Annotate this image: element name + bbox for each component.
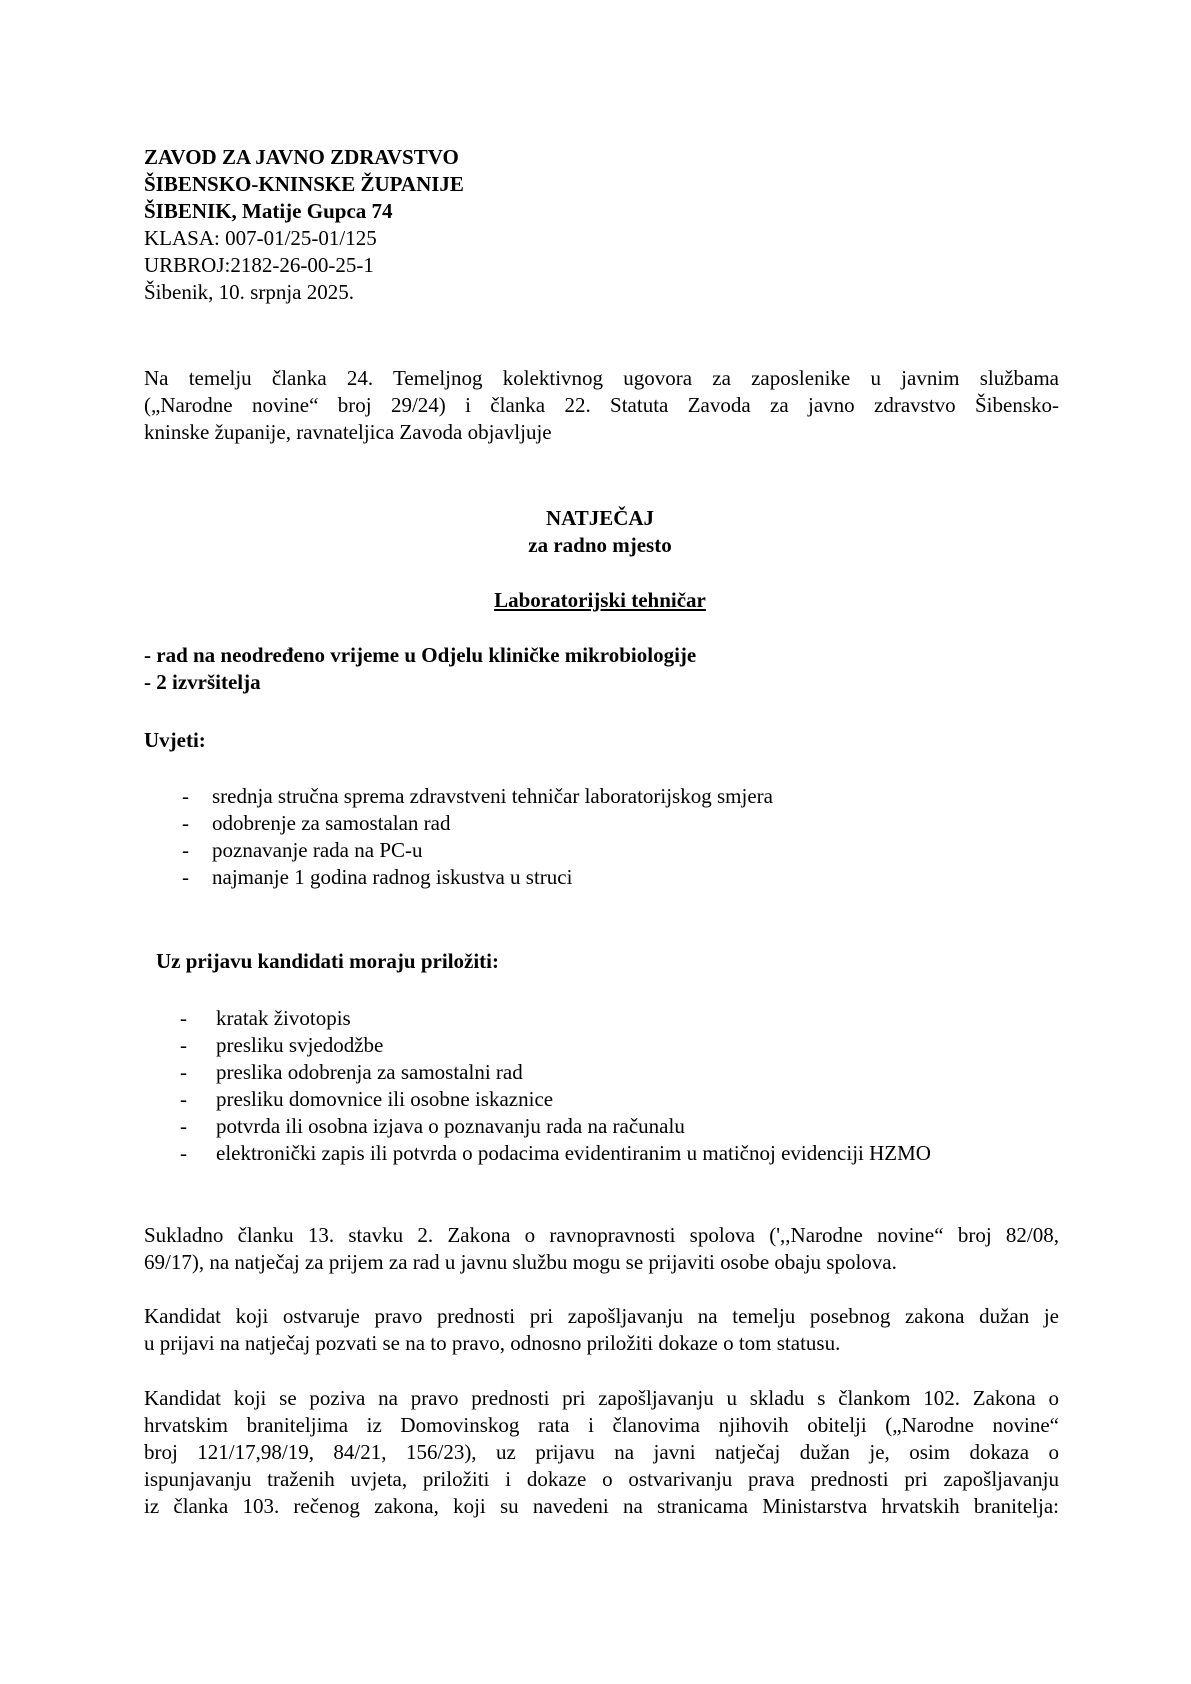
detail-line: - 2 izvršitelja (144, 670, 261, 694)
list-item-text: presliku svjedodžbe (216, 1033, 384, 1057)
intro-line: („Narodne novine“ broj 29/24) i članka 22. Statuta Zavoda za javno zdravstvo Šibensko- (144, 393, 1059, 417)
position-name: Laboratorijski tehničar (494, 588, 706, 612)
paragraph-line: iz članka 103. rečenog zakona, koji su navedeni na stranicama Ministarstva hrvatskih branitelja: (144, 1494, 1059, 1518)
paragraph-line: 69/17), na natječaj za prijem za rad u javnu službu mogu se prijaviti osobe obaju spolova. (144, 1250, 897, 1274)
list-item (180, 1086, 1060, 1113)
list-item (180, 1059, 1060, 1086)
position-details (144, 642, 1064, 696)
position-title (144, 587, 1056, 614)
intro-line: Na temelju članka 24. Temeljnog kolektivnog ugovora za zaposlenike u javnim službama (144, 366, 1059, 390)
intro-paragraph (144, 365, 1059, 446)
list-item (180, 1005, 1060, 1032)
list-item-text: poznavanje rada na PC-u (212, 838, 423, 862)
gender-equality-paragraph (144, 1222, 1059, 1276)
document-date: Šibenik, 10. srpnja 2025. (144, 280, 354, 304)
dash-bullet: - (180, 1087, 187, 1111)
list-item-text: preslika odobrenja za samostalni rad (216, 1060, 523, 1084)
dash-bullet: - (180, 1141, 187, 1165)
dash-bullet: - (180, 1060, 187, 1084)
notice-title (144, 505, 1056, 559)
institution-name-line2: ŠIBENSKO-KNINSKE ŽUPANIJE (144, 172, 464, 196)
list-item-text: odobrenje za samostalan rad (212, 811, 451, 835)
institution-name-line1: ZAVOD ZA JAVNO ZDRAVSTVO (144, 145, 459, 169)
list-item (182, 864, 1042, 891)
list-item-text: presliku domovnice ili osobne iskaznice (216, 1087, 554, 1111)
attachments-heading (156, 948, 1076, 975)
urbroj-number: URBROJ:2182-26-00-25-1 (144, 253, 374, 277)
list-item-text: elektronički zapis ili potvrda o podacima evidentiranim u matičnoj evidenciji HZMO (216, 1141, 931, 1165)
list-item (182, 783, 1042, 810)
list-item-text: najmanje 1 godina radnog iskustva u struci (212, 865, 573, 889)
klasa-number: KLASA: 007-01/25-01/125 (144, 226, 377, 250)
notice-subheading: za radno mjesto (528, 533, 672, 557)
list-item (180, 1032, 1060, 1059)
paragraph-line: Kandidat koji se poziva na pravo prednosti pri zapošljavanju u skladu s člankom 102. Zakona o (144, 1386, 1059, 1410)
institution-address: ŠIBENIK, Matije Gupca 74 (144, 199, 393, 223)
paragraph-line: Sukladno članku 13. stavku 2. Zakona o ravnopravnosti spolova (',,Narodne novine“ broj 82/08, (144, 1223, 1059, 1247)
list-item-text: potvrda ili osobna izjava o poznavanju rada na računalu (216, 1114, 685, 1138)
notice-heading: NATJEČAJ (545, 506, 655, 530)
list-item (182, 837, 1042, 864)
paragraph-line: u prijavi na natječaj pozvati se na to pravo, odnosno priložiti dokaze o tom statusu. (144, 1331, 841, 1355)
dash-bullet: - (182, 838, 189, 862)
paragraph-line: ispunjavanju traženih uvjeta, priložiti i dokaze o ostvarivanju prava prednosti pri zapošljavanju (144, 1467, 1059, 1491)
list-item-text: srednja stručna sprema zdravstveni tehničar laboratorijskog smjera (212, 784, 773, 808)
list-item (180, 1140, 1060, 1167)
dash-bullet: - (182, 784, 189, 808)
attachments-list (180, 1005, 1060, 1167)
conditions-heading-text: Uvjeti: (144, 728, 206, 752)
detail-line: - rad na neodređeno vrijeme u Odjelu kliničke mikrobiologije (144, 643, 697, 667)
list-item-text: kratak životopis (216, 1006, 351, 1030)
document-header (144, 144, 1064, 306)
conditions-list (182, 783, 1042, 891)
dash-bullet: - (182, 811, 189, 835)
attachments-heading-text: Uz prijavu kandidati moraju priložiti: (156, 949, 500, 973)
veterans-paragraph (144, 1385, 1059, 1520)
list-item (182, 810, 1042, 837)
dash-bullet: - (180, 1006, 187, 1030)
dash-bullet: - (182, 865, 189, 889)
paragraph-line: hrvatskim braniteljima iz Domovinskog rata i članovima njihovih obitelji („Narodne novine“ (144, 1413, 1059, 1437)
dash-bullet: - (180, 1114, 187, 1138)
paragraph-line: Kandidat koji ostvaruje pravo prednosti pri zapošljavanju na temelju posebnog zakona dužan je (144, 1304, 1059, 1328)
intro-line: kninske županije, ravnateljica Zavoda objavljuje (144, 420, 552, 444)
priority-right-paragraph (144, 1303, 1059, 1357)
paragraph-line: broj 121/17,98/19, 84/21, 156/23), uz prijavu na javni natječaj dužan je, osim dokaza o (144, 1440, 1059, 1464)
conditions-heading (144, 727, 1064, 754)
list-item (180, 1113, 1060, 1140)
dash-bullet: - (180, 1033, 187, 1057)
